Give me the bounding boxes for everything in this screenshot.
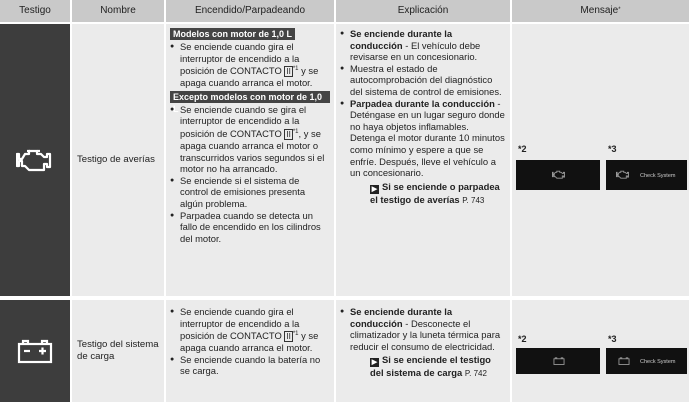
header-nombre: Nombre: [72, 0, 166, 22]
footnote-mark: *1: [292, 66, 299, 73]
reference-arrow-icon: ▶: [371, 185, 378, 193]
list-item-bold: Se enciende durante la conducción: [350, 306, 453, 329]
explicacion-cell: [336, 300, 512, 402]
header-explicacion: Explicación: [336, 0, 512, 22]
list-item: [170, 104, 330, 175]
cross-reference[interactable]: [340, 181, 506, 207]
reference-page[interactable]: P. 743: [462, 195, 485, 205]
icon-cell: [0, 300, 72, 402]
display-message: Check System: [640, 173, 676, 179]
list-item: [170, 306, 330, 354]
table-row-charging: [0, 300, 689, 402]
list-item: [340, 98, 506, 179]
list-item-text: - Desconecte el climatizador y la luneta térmica para reducir el consumo de electricidad.: [350, 317, 501, 352]
explicacion-cell: [336, 24, 512, 296]
battery-icon: [553, 356, 565, 366]
section-band: Modelos con motor de 1,0 L: [170, 28, 295, 40]
display-screen: [516, 348, 600, 374]
mensaje-cell: [512, 300, 689, 402]
battery-icon: [16, 337, 54, 365]
header-testigo: Testigo: [0, 0, 72, 22]
encendido-cell: [166, 300, 336, 402]
icon-cell: [0, 24, 72, 296]
cross-reference[interactable]: [340, 354, 506, 380]
footnote-mark: *1: [292, 331, 299, 338]
mensaje-cell: [512, 24, 689, 296]
list-item-bold: Se enciende durante la conducción: [350, 28, 453, 51]
section-band: Excepto modelos con motor de 1,0 L: [170, 91, 330, 103]
battery-icon: [618, 356, 630, 366]
list-item-text: - El vehículo debe revisarse en un concesionario.: [350, 39, 481, 63]
footnote-mark: *2: [518, 334, 527, 344]
check-engine-icon: [552, 169, 566, 180]
reference-page[interactable]: P. 742: [464, 369, 487, 379]
header-encendido: Encendido/Parpadeando: [166, 0, 336, 22]
list-item: ● Parpadea cuando se detecta un fallo de encendido en los cilindros del motor.: [170, 210, 330, 245]
header-mensaje-mark: *: [618, 7, 621, 14]
header-mensaje: [512, 0, 689, 22]
check-engine-icon: [616, 169, 630, 180]
reference-text[interactable]: Si se enciende o parpadea el testigo de averías: [370, 180, 500, 205]
list-item: ● Se enciende si el sistema de control de emisiones presenta algún problema.: [170, 175, 330, 210]
list-item: ● Muestra el estado de autocomprobación del diagnóstico del sistema de control de emisiones.: [340, 63, 506, 98]
display-screen: [606, 160, 687, 190]
display-message: Check System: [640, 359, 676, 365]
display-screen: [516, 160, 600, 190]
list-item: [340, 306, 506, 352]
display-screen: [606, 348, 687, 374]
list-item: ● Se enciende cuando la batería no se carga.: [170, 354, 330, 377]
table-row-malfunction: [0, 24, 689, 296]
list-item: [340, 28, 506, 63]
check-engine-icon: [16, 146, 54, 174]
list-item-text: Se enciende cuando gira el interruptor de encendido a la posición de CONTACTO: [180, 41, 300, 77]
list-item-text: y se apaga cuando arranca el motor.: [180, 65, 319, 89]
row-name: Testigo del sistema de carga: [72, 300, 166, 402]
row-name: Testigo de averías: [72, 24, 166, 296]
footnote-mark: *2: [518, 144, 527, 154]
footnote-mark: *3: [608, 334, 617, 344]
reference-text[interactable]: Si se enciende el testigo del sistema de carga: [370, 354, 491, 379]
list-item: [170, 41, 330, 89]
header-mensaje-label: Mensaje: [580, 5, 619, 17]
encendido-cell: [166, 24, 336, 296]
list-item-text: - Deténgase en un lugar seguro donde no haya objetos inflamables. Detenga el motor durante 10 minutos como mínimo y espere a que se enfríe. Después, lleve el vehículo a un concesionario.: [350, 97, 505, 179]
list-item-text: y se apaga cuando arranca el motor.: [180, 330, 319, 354]
ignition-position-box: II: [286, 67, 291, 77]
reference-arrow-icon: ▶: [371, 359, 378, 367]
footnote-mark: *3: [608, 144, 617, 154]
ignition-position-box: II: [286, 332, 291, 342]
ignition-position-box: II: [286, 129, 291, 139]
list-item-bold: Parpadea durante la conducción: [350, 97, 495, 109]
list-item-text: Se enciende cuando se gira el interruptor de encendido a la posición de CONTACTO: [180, 103, 307, 139]
footnote-mark: *1: [292, 128, 299, 135]
list-item-text: , y se apaga cuando arranca el motor o transcurridos varios segundos si el motor no ha arrancado.: [180, 127, 325, 175]
list-item-text: Se enciende cuando gira el interruptor de encendido a la posición de CONTACTO: [180, 306, 300, 342]
